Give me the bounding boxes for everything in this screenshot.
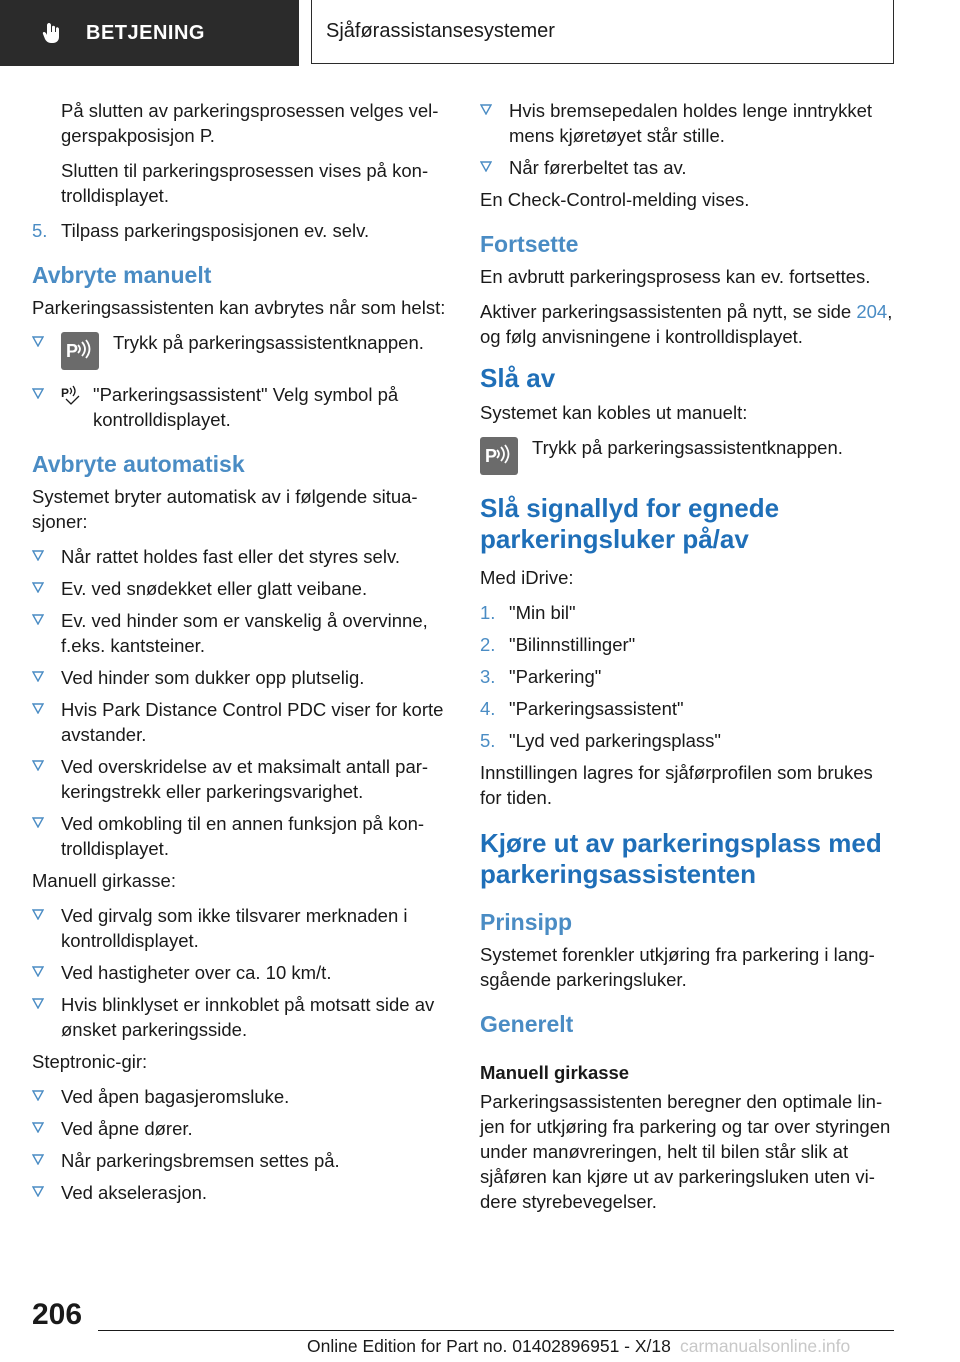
list-item	[32, 811, 448, 861]
triangle-bullet-icon	[32, 613, 44, 625]
item-text: Ved overskridelse av et maksimalt antall parkeringstrekk eller parkeringsvarighet.	[61, 756, 429, 802]
step-text: "Lyd ved parkeringsplass"	[509, 730, 721, 751]
item-text: Når parkeringsbremsen settes på.	[61, 1150, 340, 1171]
list-item	[32, 544, 448, 569]
list-item	[480, 632, 896, 657]
triangle-bullet-icon	[32, 702, 44, 714]
instruction-text: Trykk på parkeringsassistentknappen.	[532, 437, 843, 458]
list-item	[480, 155, 896, 180]
heading-signal: Slå signallyd for egnede parkeringsluker på/av	[480, 493, 780, 554]
triangle-bullet-icon	[32, 1121, 44, 1133]
list-item	[32, 665, 448, 690]
triangle-bullet-icon	[32, 759, 44, 771]
list-item	[32, 992, 448, 1042]
triangle-bullet-icon	[32, 997, 44, 1009]
triangle-bullet-icon	[32, 549, 44, 561]
page-number: 206	[32, 1298, 83, 1331]
paragraph: Med iDrive:	[480, 567, 574, 588]
step-number: 2.	[480, 634, 496, 655]
paragraph: Slutten til parkeringsprosessen vises på kontrolldisplayet.	[61, 160, 429, 206]
paragraph: En avbrutt parkeringsprosess kan ev. fortsettes.	[480, 266, 871, 287]
hand-pointer-icon	[40, 21, 64, 45]
triangle-bullet-icon	[480, 160, 492, 172]
text: Aktiver parkeringsassistenten på nytt, se side	[480, 301, 857, 322]
step-text: Tilpass parkeringsposisjonen ev. selv.	[61, 220, 370, 241]
heading-principle: Prinsipp	[480, 909, 573, 935]
section-title: BETJENING	[86, 21, 205, 44]
paragraph: Parkeringsassistenten beregner den optimale linjen for utkjøring fra parkering og tar over styringen under manøvreringen, helt til bilen står slik at sjåføren kan kjøre ut av parkeringsluken uten videre styrebevegelser.	[480, 1091, 891, 1212]
chapter-title: Sjåførassistansesystemer	[311, 0, 894, 64]
triangle-bullet-icon	[32, 387, 44, 399]
step-text: "Bilinnstillinger"	[509, 634, 636, 655]
triangle-bullet-icon	[480, 103, 492, 115]
heading-continue: Fortsette	[480, 231, 579, 257]
list-item	[32, 330, 448, 370]
parking-assistant-button-icon	[61, 332, 99, 370]
section-tab	[0, 0, 299, 66]
item-text: Ev. ved snødekket eller glatt veibane.	[61, 578, 368, 599]
list-item	[480, 664, 896, 689]
list-item	[32, 960, 448, 985]
footer-divider	[98, 1330, 894, 1331]
edition-text: Online Edition for Part no. 01402896951 - X/18	[307, 1336, 671, 1356]
text: , og følg anvisningene i kontrolldisplayet.	[480, 301, 893, 347]
paragraph	[480, 299, 896, 349]
svg-text:P: P	[485, 446, 498, 466]
item-text: Ev. ved hinder som er vanskelig å overvinne, f.eks. kantsteiner.	[61, 610, 428, 656]
page-header	[0, 0, 960, 66]
list-item	[32, 1148, 448, 1173]
item-text: Ved hinder som dukker opp plutselig.	[61, 667, 365, 688]
watermark: carmanualsonline.info	[680, 1336, 851, 1356]
item-text: Ved akselerasjon.	[61, 1182, 208, 1203]
step-text: "Parkering"	[509, 666, 602, 687]
step-number: 5.	[480, 730, 496, 751]
paragraph: Systemet kan kobles ut manuelt:	[480, 402, 748, 423]
triangle-bullet-icon	[32, 670, 44, 682]
paragraph: Steptronic-gir:	[32, 1051, 148, 1072]
list-item	[32, 218, 448, 243]
item-text: Ved omkobling til en annen funksjon på kontrolldisplayet.	[61, 813, 425, 859]
left-column	[32, 98, 448, 1212]
item-text: Når førerbeltet tas av.	[509, 157, 687, 178]
triangle-bullet-icon	[32, 816, 44, 828]
list-item	[32, 608, 448, 658]
item-text: Ved åpen bagasjeromsluke.	[61, 1086, 290, 1107]
item-text: "Parkeringsassistent" Velg symbol på kontrolldisplayet.	[93, 384, 399, 430]
right-column	[480, 98, 896, 1224]
list-item	[32, 576, 448, 601]
heading-manual-gearbox: Manuell girkasse	[480, 1062, 630, 1083]
item-text: Ved åpne dører.	[61, 1118, 193, 1139]
item-text: Hvis Park Distance Control PDC viser for korte avstander.	[61, 699, 444, 745]
paragraph: Systemet bryter automatisk av i følgende situasjoner:	[32, 486, 418, 532]
triangle-bullet-icon	[32, 1153, 44, 1165]
triangle-bullet-icon	[32, 965, 44, 977]
step-text: "Parkeringsassistent"	[509, 698, 684, 719]
step-number: 3.	[480, 666, 496, 687]
triangle-bullet-icon	[32, 1089, 44, 1101]
list-item	[32, 903, 448, 953]
paragraph: Parkeringsassistenten kan avbrytes når som helst:	[32, 297, 446, 318]
paragraph: Manuell girkasse:	[32, 870, 176, 891]
step-text: "Min bil"	[509, 602, 576, 623]
list-item	[480, 728, 896, 753]
parking-assistant-button-icon	[480, 437, 518, 475]
step-number: 1.	[480, 602, 496, 623]
list-item	[32, 1180, 448, 1205]
item-text: Når rattet holdes fast eller det styres selv.	[61, 546, 400, 567]
triangle-bullet-icon	[32, 1185, 44, 1197]
heading-exit: Kjøre ut av parkeringsplass med parkeringsassistenten	[480, 828, 882, 889]
svg-text:P: P	[61, 386, 70, 400]
list-item	[480, 696, 896, 721]
list-item	[32, 382, 448, 432]
triangle-bullet-icon	[32, 335, 44, 347]
item-text: Trykk på parkeringsassistentknappen.	[113, 332, 424, 353]
list-item	[32, 754, 448, 804]
list-item	[32, 1084, 448, 1109]
paragraph: Innstillingen lagres for sjåførprofilen som brukes for tiden.	[480, 762, 873, 808]
paragraph: På slutten av parkeringsprosessen velges velgerspakposisjon P.	[61, 100, 439, 146]
heading-off: Slå av	[480, 363, 556, 393]
triangle-bullet-icon	[32, 581, 44, 593]
button-instruction	[480, 435, 896, 475]
svg-text:P: P	[66, 341, 79, 361]
paragraph: En Check-Control-melding vises.	[480, 189, 750, 210]
page-link[interactable]: 204	[856, 301, 888, 322]
paragraph: Systemet forenkler utkjøring fra parkering i langsgående parkeringsluker.	[480, 944, 875, 990]
heading-abort-manual: Avbryte manuelt	[32, 262, 212, 288]
parking-assistant-symbol-icon	[61, 384, 83, 406]
item-text: Ved girvalg som ikke tilsvarer merknaden i kontrolldisplayet.	[61, 905, 408, 951]
step-number: 5.	[32, 220, 48, 241]
item-text: Hvis bremsepedalen holdes lenge inntrykket mens kjøretøyet står stille.	[509, 100, 873, 146]
list-item	[32, 1116, 448, 1141]
list-item	[32, 697, 448, 747]
heading-abort-auto: Avbryte automatisk	[32, 451, 245, 477]
list-item	[480, 98, 896, 148]
item-text: Hvis blinklyset er innkoblet på motsatt side av ønsket parkeringsside.	[61, 994, 435, 1040]
list-item	[480, 600, 896, 625]
triangle-bullet-icon	[32, 908, 44, 920]
step-number: 4.	[480, 698, 496, 719]
item-text: Ved hastigheter over ca. 10 km/t.	[61, 962, 332, 983]
heading-general: Generelt	[480, 1011, 574, 1037]
